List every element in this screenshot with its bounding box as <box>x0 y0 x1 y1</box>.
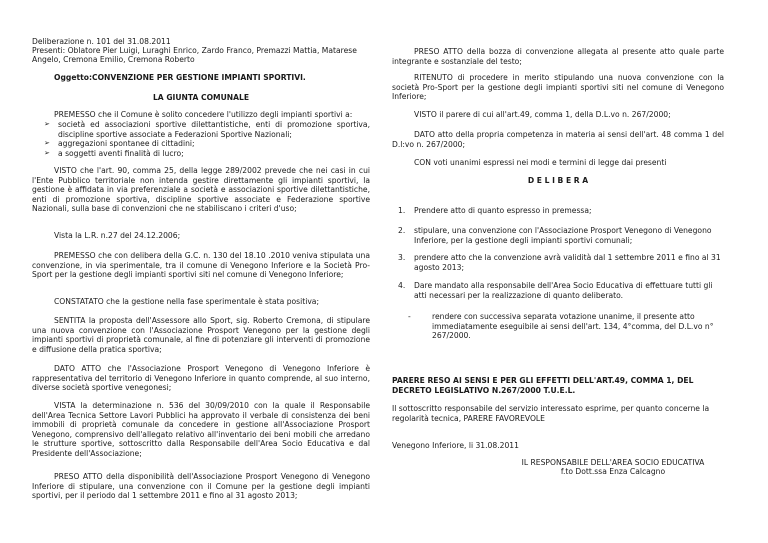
parere-text: Il sottoscritto responsabile del servizio interessato esprime, per quanto concerne la regolarità tecnica, PARERE FAVOREVOLE <box>392 404 710 423</box>
premesso-intro: PREMESSO che il Comune è solito concedere l'utilizzo degli impianti sportivi a: <box>54 110 353 119</box>
delibera-heading: D E L I B E R A <box>527 176 589 185</box>
paragraph-visto-parere: VISTO il parere di cui all'art.49, comma 1, della D.L.vo n. 267/2000; <box>414 110 671 119</box>
paragraph-vista-determinazione: VISTA la determinazione n. 536 del 30/09/2010 con la quale il Responsabile dell'Area Tecnica Settore Lavori Pubblici ha approvato il verbale di consistenza dei beni immobili di proprietà comunale da concedere in gestione all'Associazione Prosport Venegono, comprensivo dell'allegato relativo all'inventario dei beni mobili che arredano le strutture sportive, sottoscritto dalla Responsabile dell'Area Socio Educativa e dal Presidente dell'Associazione; <box>32 401 370 458</box>
paragraph-vista-lr: Vista la L.R. n.27 del 24.12.2006; <box>54 231 181 240</box>
signer-title: IL RESPONSABILE DELL'AREA SOCIO EDUCATIVA <box>521 458 705 467</box>
signer-name: f.to Dott.ssa Enza Calcagno <box>560 467 666 476</box>
item-number: 4. <box>398 281 406 290</box>
item-number: 3. <box>398 253 406 262</box>
paragraph-premesso-delibera: PREMESSO che con delibera della G.C. n. 130 del 18.10 .2010 veniva stipulata una convenzione, in via sperimentale, tra il comune di Venegono Inferiore e la Società Pro-Sport per la gestione degli impianti sportivi siti nel comune di Venegono Inferiore; <box>32 251 370 280</box>
paragraph-visto-art90: VISTO che l'art. 90, comma 25, della legge 289/2002 prevede che nei casi in cui l'Ente Pubblico territoriale non intenda gestire direttamente gli impianti sportivi, la gestione è affidata in via preferenziale a società e associazioni sportive dilettantistiche, enti di promozione sportiva, discipline sportive associate e Federazione sportive Nazionali, sulla base di convenzioni che ne stabiliscano i criteri d'uso; <box>32 166 370 214</box>
paragraph-preso-atto-disponibilita: PRESO ATTO della disponibilità dell'Associazione Prosport Venegono di Venegono Inferiore di stipulare, una convenzione con il Comune per la gestione degli impianti sportivi, per il periodo dal 1 settembre 2011 e fino al 31 agosto 2013; <box>32 472 370 501</box>
item-number: 1. <box>398 206 406 215</box>
premesso-list <box>32 120 370 158</box>
item-number: 2. <box>398 226 406 235</box>
paragraph-con-voti: CON voti unanimi espressi nei modi e termini di legge dai presenti <box>414 158 667 167</box>
place-date: Venegono Inferiore, li 31.08.2011 <box>392 441 519 450</box>
list-item <box>392 206 724 216</box>
paragraph-ritenuto: RITENUTO di procedere in merito stipulando una nuova convenzione con la società Pro-Sport per la gestione degli impianti sportivi siti nel comune di Venegono Inferiore; <box>392 73 724 102</box>
item-text: Dare mandato alla responsabile dell'Area Socio Educativa di effettuare tutti gli atti necessari per la realizzazione di quanto deliberato. <box>414 281 713 300</box>
list-item: ➢ a soggetti aventi finalità di lucro; <box>58 149 370 159</box>
list-item: ➢ società ed associazioni sportive dilettantistiche, enti di promozione sportiva, discipline sportive associate a Federazioni Sportive Nazionali; <box>58 120 370 139</box>
item-text: Prendere atto di quanto espresso in premessa; <box>414 206 592 215</box>
paragraph-dato-atto: DATO ATTO che l'Associazione Prosport Venegono di Venegono Inferiore è rappresentativa del territorio di Venegono Inferiore in quanto comprende, al suo interno, diverse società sportive venegonesi; <box>32 364 370 393</box>
paragraph-dato-atto-competenza: DATO atto della propria competenza in materia ai sensi dell'art. 48 comma 1 del D.l:vo n. 267/2000; <box>392 130 724 149</box>
deliberation-number: Deliberazione n. 101 del 31.08.2011 <box>32 37 171 46</box>
paragraph-constatato: CONSTATATO che la gestione nella fase sperimentale è stata positiva; <box>54 297 320 306</box>
list-item: ➢ aggregazioni spontanee di cittadini; <box>58 139 370 149</box>
present-members-line-1: Presenti: Oblatore Pier Luigi, Luraghi Enrico, Zardo Franco, Premazzi Mattia, Matarese <box>32 46 357 55</box>
present-members-line-2: Angelo, Cremona Emilio, Cremona Roberto <box>32 55 195 64</box>
list-item <box>392 226 724 245</box>
parere-heading: PARERE RESO AI SENSI E PER GLI EFFETTI DELL'ART.49, COMMA 1, DEL DECRETO LEGISLATIVO N.267/2000 T.U.E.L. <box>392 376 694 395</box>
list-item <box>392 281 724 300</box>
dash-mark: - <box>408 312 411 321</box>
paragraph-preso-atto-bozza: PRESO ATTO della bozza di convenzione allegata al presente atto quale parte integrante e sostanziale del testo; <box>392 47 724 66</box>
list-item <box>392 253 724 272</box>
paragraph-sentita: SENTITA la proposta dell'Assessore allo Sport, sig. Roberto Cremona, di stipulare una nuova convenzione con l'Associazione Prosport Venegono per la gestione degli impianti sportivi di proprietà comunale, al fine di potenziare gli interventi di promozione e diffusione della pratica sportiva; <box>32 316 370 354</box>
body-heading: LA GIUNTA COMUNALE <box>152 93 250 102</box>
item-text: prendere atto che la convenzione avrà validità dal 1 settembre 2011 e fino al 31 agosto 2013; <box>414 253 721 272</box>
immediate-execution-item <box>392 312 724 341</box>
item-text: stipulare, una convenzione con l'Associazione Prosport Venegono di Venegono Inferiore, per la gestione degli impianti sportivi comunali; <box>414 226 712 245</box>
item-text: rendere con successiva separata votazione unanime, il presente atto immediatamente eseguibile ai sensi dell'art. 134, 4°comma, del D.L.vo n° 267/2000. <box>432 312 714 341</box>
subject-line: Oggetto:CONVENZIONE PER GESTIONE IMPIANTI SPORTIVI. <box>54 73 306 82</box>
